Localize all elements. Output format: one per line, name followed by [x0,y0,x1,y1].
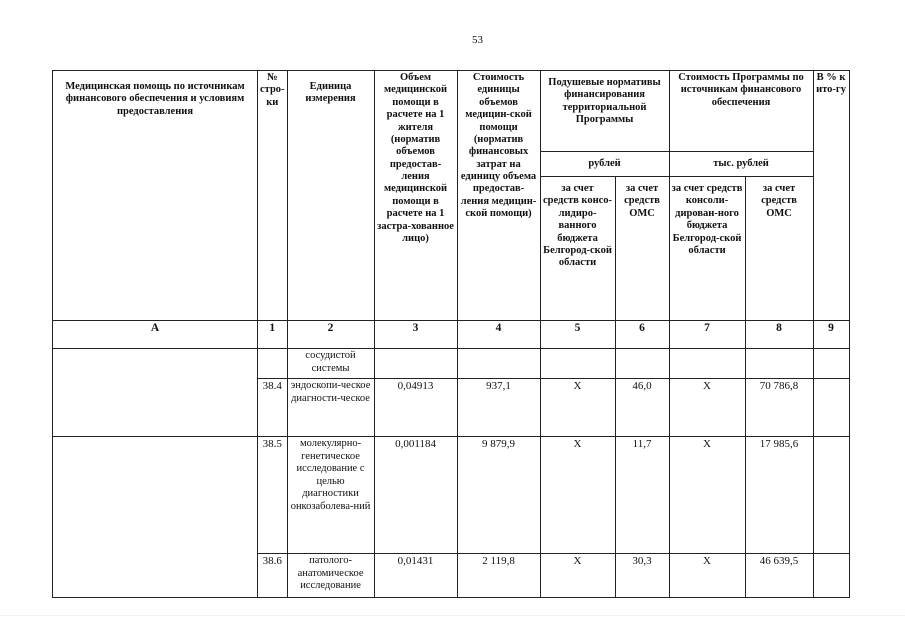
row-unit: сосудистой системы [287,349,374,379]
row-oms-cost: 46 639,5 [745,554,813,598]
header-group-per-capita: Подушевые нормативы финансирования территориальной Программы [540,71,669,152]
row-oms-per-capita [615,349,669,379]
table-row [53,349,850,379]
column-number: 5 [540,321,615,349]
column-number: 6 [615,321,669,349]
row-unit-cost: 937,1 [457,379,540,437]
row-budget-per-capita [540,349,615,379]
row-percent [813,379,849,437]
row-budget-per-capita: Х [540,554,615,598]
column-number: 1 [258,321,288,349]
row-oms-cost [745,349,813,379]
header-col-9: В % к ито-гу [813,71,849,321]
row-budget-cost [669,349,745,379]
row-percent [813,349,849,379]
row-oms-cost: 17 985,6 [745,437,813,554]
header-group-program-cost: Стоимость Программы по источникам финансового обеспечения [669,71,813,152]
budget-table [52,70,850,598]
column-number: 2 [287,321,374,349]
row-unit-cost [457,349,540,379]
row-line-number: 38.6 [258,554,288,598]
header-col-7: за счет средств консоли-дирован-ного бюджета Белгород-ской области [669,177,745,321]
column-number: 3 [374,321,457,349]
row-category [53,349,258,437]
header-col-1: № стро-ки [258,71,288,321]
column-number: 8 [745,321,813,349]
row-volume: 0,01431 [374,554,457,598]
header-col-2: Единица измерения [287,71,374,321]
header-unit-thousand-rubles: тыс. рублей [669,152,813,177]
row-category [53,437,258,598]
header-col-4: Стоимость единицы объемов медицин-ской помощи (норматив финансовых затрат на единицу объема предостав-ления медицин-ской помощи) [457,71,540,321]
column-number: 9 [813,321,849,349]
row-budget-cost: Х [669,379,745,437]
column-number-row [53,321,850,349]
table-row [53,437,850,554]
row-budget-per-capita: Х [540,437,615,554]
header-col-a: Медицинская помощь по источникам финансового обеспечения и условиям предоставления [53,71,258,321]
column-number: А [53,321,258,349]
row-budget-cost: Х [669,554,745,598]
column-number: 4 [457,321,540,349]
row-budget-per-capita: Х [540,379,615,437]
row-oms-per-capita: 11,7 [615,437,669,554]
row-unit-cost: 9 879,9 [457,437,540,554]
row-volume [374,349,457,379]
row-line-number: 38.5 [258,437,288,554]
row-budget-cost: Х [669,437,745,554]
scan-edge-divider [0,615,905,616]
row-percent [813,554,849,598]
column-number: 7 [669,321,745,349]
header-col-5: за счет средств консо-лидиро-ванного бюджета Белгород-ской области [540,177,615,321]
row-unit: патолого-анатомическое исследование [287,554,374,598]
header-col-6: за счет средств ОМС [615,177,669,321]
header-unit-rubles: рублей [540,152,669,177]
header-col-3: Объем медицинской помощи в расчете на 1 жителя (норматив объемов предостав-ления медицинской помощи в расчете на 1 застра-хованное лицо) [374,71,457,321]
row-line-number [258,349,288,379]
row-line-number: 38.4 [258,379,288,437]
row-oms-per-capita: 46,0 [615,379,669,437]
row-unit: молекулярно-генетическое исследование с целью диагностики онкозаболева-ний [287,437,374,554]
page-number: 53 [472,34,483,46]
header-col-8: за счет средств ОМС [745,177,813,321]
row-oms-cost: 70 786,8 [745,379,813,437]
row-volume: 0,04913 [374,379,457,437]
row-oms-per-capita: 30,3 [615,554,669,598]
row-percent [813,437,849,554]
row-unit: эндоскопи-ческое диагности-ческое [287,379,374,437]
row-volume: 0,001184 [374,437,457,554]
row-unit-cost: 2 119,8 [457,554,540,598]
